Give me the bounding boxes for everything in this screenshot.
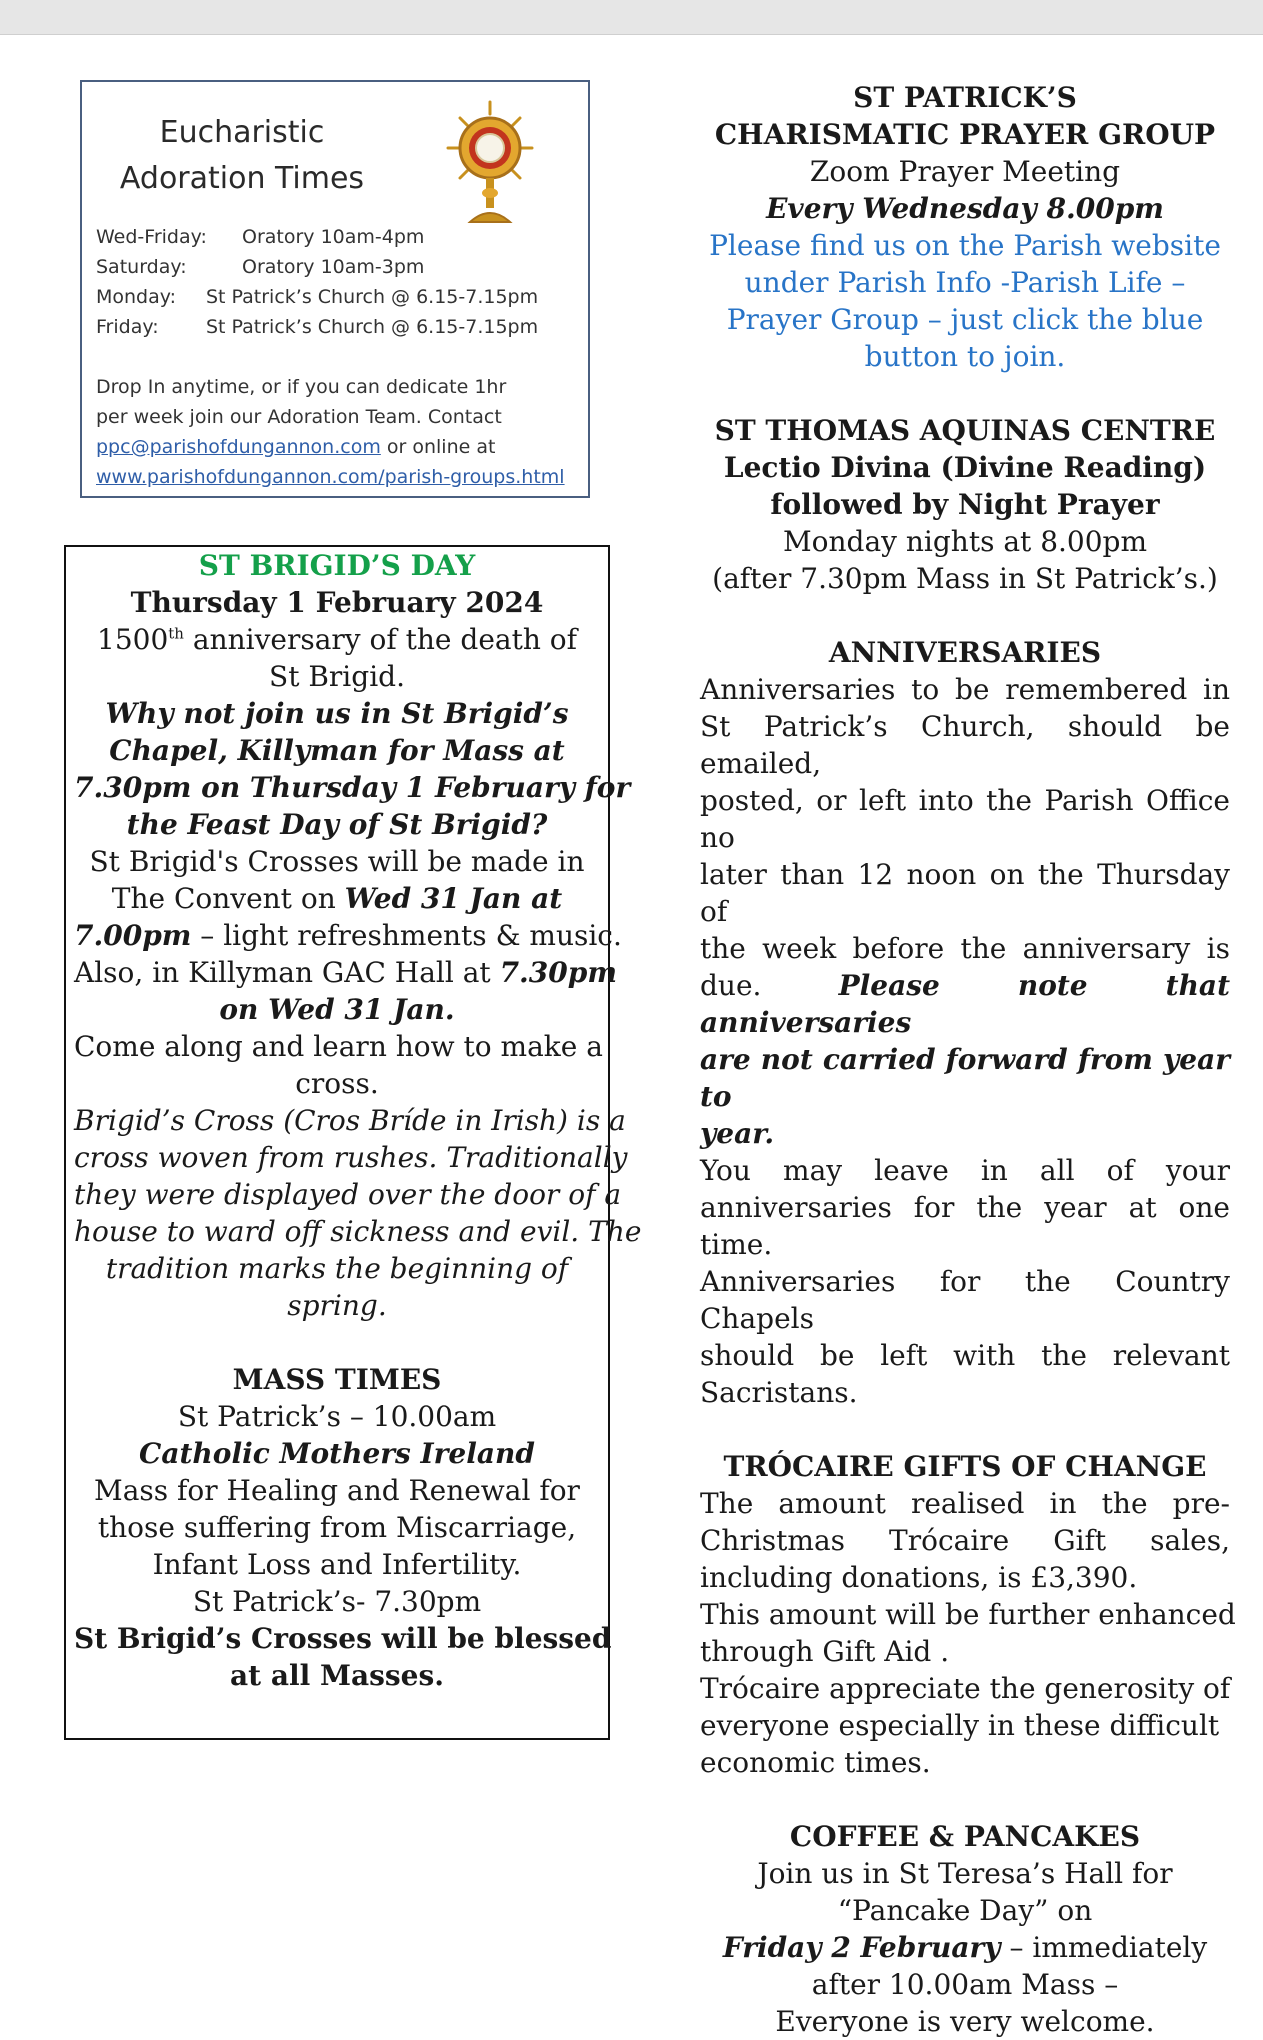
cross-description-line: tradition marks the beginning of [105,1252,569,1285]
prayer-group-link-text: button to join. [864,340,1066,373]
cross-description-line: they were displayed over the door of a [74,1178,622,1211]
prayer-group-link-text: Please find us on the Parish website [709,229,1221,262]
brigid-invite-line: the Feast Day of St Brigid? [126,808,548,841]
brigid-invite-line: 7.30pm on Thursday 1 February for [74,771,631,804]
cross-description-line: spring. [287,1289,387,1322]
brigid-invite-line: Why not join us in St Brigid’s [105,697,569,730]
prayer-group-link-text: Prayer Group – just click the blue [726,303,1204,336]
adoration-title: Eucharistic Adoration Times [119,115,365,196]
brigid-anniversary: 1500th anniversary of the death of [97,623,577,656]
schedule-row: Wed-Friday: Oratory 10am-4pm [96,226,425,248]
pancakes-section: COFFEE & PANCAKES Join us in St Teresa’s Hall for “Pancake Day” on Friday 2 February – immediately after 10.00am Mass – Everyone is very welcome. [722,1820,1208,2038]
viewer-toolbar [0,0,1263,35]
adoration-note: Drop In anytime, or if you can dedicate 1hr per week join our Adoration Team. Contact ppc@parishofdungannon.com or online at www.parishofdungannon.com/parish-groups.html [96,376,565,488]
schedule-row: Monday: St Patrick’s Church @ 6.15-7.15pm [96,286,539,308]
brigid-date: Thursday 1 February 2024 [130,586,544,619]
anniversaries-section: ANNIVERSARIES Anniversaries to be remembered in St Patrick’s Church, should be emailed, posted, or left into the Parish Office no later than 12 noon on the Thursday of the week before the anniversary is due. Please note that anniversaries are not carried forward from year to year. You may leave in all of your anniversaries for the year at one time. Anniversaries for the Country Chapels should be left with the relevant Sacristans. [700,636,1230,1409]
cross-description-line: cross woven from rushes. Traditionally [74,1141,628,1174]
cross-description-line: Brigid’s Cross (Cros Bríde in Irish) is a [74,1104,626,1137]
adoration-box [80,80,590,498]
schedule-row: Saturday: Oratory 10am-3pm [96,256,425,278]
blessed-note: St Brigid’s Crosses will be blessed [74,1622,612,1655]
cross-description-line: house to ward off sickness and evil. The [74,1215,642,1248]
trocaire-section: TRÓCAIRE GIFTS OF CHANGE The amount realised in the pre- Christmas Trócaire Gift sales, including donations, is £3,390. This amount will be further enhanced through Gift Aid . Trócaire appreciate the generosity of everyone especially in these difficult economic times. [700,1450,1236,1779]
brigid-heading: ST BRIGID’S DAY [198,549,476,582]
mass-times-heading: MASS TIMES [232,1363,442,1396]
st-brigid-box [64,545,642,1740]
monstrance-icon [444,98,536,228]
schedule-row: Friday: St Patrick’s Church @ 6.15-7.15pm [96,316,539,338]
adoration-schedule [96,222,538,342]
email-link[interactable]: ppc@parishofdungannon.com [96,436,381,458]
aquinas-section: ST THOMAS AQUINAS CENTRE Lectio Divina (Divine Reading) followed by Night Prayer Monday nights at 8.00pm (after 7.30pm Mass in St Patrick’s.) [712,414,1218,595]
brigid-invite-line: Chapel, Killyman for Mass at [109,734,565,767]
website-link[interactable]: www.parishofdungannon.com/parish-groups.html [96,466,565,488]
prayer-group-link-text: under Parish Info -Parish Life – [744,266,1186,299]
prayer-group-section: ST PATRICK’S CHARISMATIC PRAYER GROUP Zoom Prayer Meeting Every Wednesday 8.00pm Please find us on the Parish website under Parish Info -Parish Life – Prayer Group – just click the blue button to join. [700,79,1230,375]
right-column [700,79,1236,2040]
st-brigid-content: ST BRIGID’S DAY Thursday 1 February 2024 1500th anniversary of the death of St Brigid. Why not join us in St Brigid’s Chapel, Killyman for Mass at 7.30pm on Thursday 1 February for the Feast Day of St Brigid? St Brigid's Crosses will be made in The Convent on Wed 31 Jan at 7.00pm – light refreshments & music. Also, in Killyman GAC Hall at 7.30pm on Wed 31 Jan. Come along and learn how to make a cross. Brigid’s Cross (Cros Bríde in Irish) is a cross woven from rushes. Traditionally they were displayed over the door of a house to ward off sickness and evil. The tradition marks the beginning of spring. MASS TIMES St Patrick’s – 10.00am Catholic Mothers Ireland Mass for Healing and Renewal for those suffering from Miscarriage, Infant Loss and Infertility. St Patrick’s- 7.30pm St Brigid’s Crosses will be blessed at all Masses. [74,549,642,1692]
